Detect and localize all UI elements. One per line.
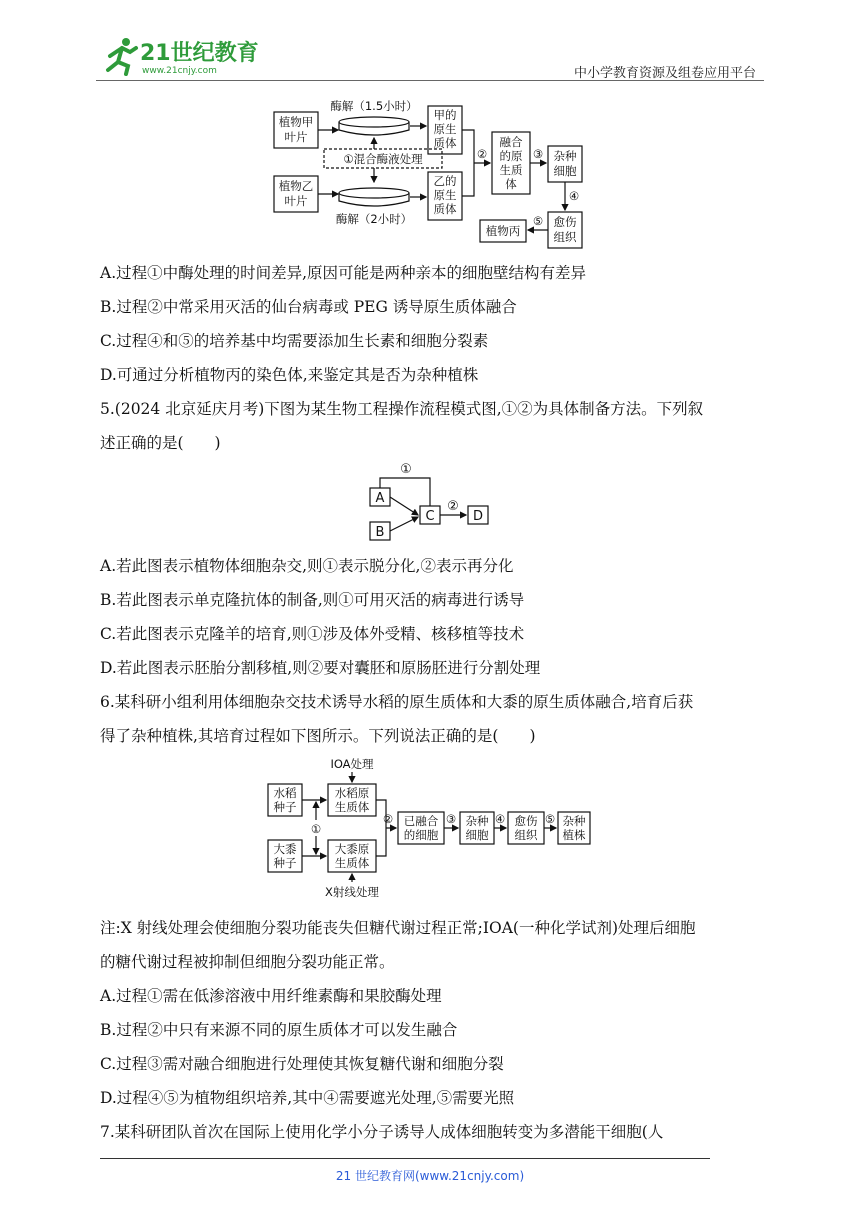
step-1: ①	[400, 462, 412, 477]
step-1: ①	[310, 822, 322, 836]
q6-option-c: C.过程③需对融合细胞进行处理使其恢复糖代谢和细胞分裂	[100, 1055, 504, 1073]
millet-proto-1: 大黍原	[334, 842, 370, 856]
fused-cell-2: 的细胞	[403, 828, 439, 842]
rice-proto-1: 水稻原	[334, 786, 370, 800]
footer-divider	[100, 1158, 710, 1159]
proto-a-3: 质体	[433, 136, 457, 150]
header-divider	[96, 80, 764, 81]
fused-2: 的原	[499, 149, 523, 163]
q5-option-d: D.若此图表示胚胎分割移植,则②要对囊胚和原肠胚进行分割处理	[100, 659, 541, 677]
rice-seed-2: 种子	[273, 800, 297, 814]
fused-1: 融合	[499, 135, 523, 149]
q6-option-b: B.过程②中只有来源不同的原生质体才可以发生融合	[100, 1021, 458, 1039]
millet-proto-2: 生质体	[334, 856, 370, 870]
plant-c-label: 植物丙	[485, 224, 521, 238]
callus-2: 组织	[514, 828, 538, 842]
proto-a-2: 原生	[433, 122, 457, 136]
hybrid-2: 细胞	[553, 164, 577, 178]
step-2: ②	[382, 812, 394, 826]
footer-link[interactable]: 21 世纪教育网(www.21cnjy.com)	[335, 1169, 525, 1183]
proto-b-3: 质体	[433, 202, 457, 216]
enzyme-top-label: 酶解（1.5小时）	[330, 99, 418, 113]
q6-note-2: 的糖代谢过程被抑制但细胞分裂功能正常。	[100, 953, 395, 971]
box-d: D	[472, 509, 484, 524]
q5-stem-1: 5.(2024 北京延庆月考)下图为某生物工程操作流程模式图,①②为具体制备方法。下列叙	[100, 400, 704, 418]
runner-icon	[108, 38, 136, 74]
step-4: ④	[494, 812, 506, 826]
hybrid-1: 杂种	[553, 149, 577, 163]
callus-1: 愈伤	[553, 215, 577, 229]
plant-a-label-2: 叶片	[284, 130, 308, 144]
hybrid-cell-2: 细胞	[465, 828, 489, 842]
box-c: C	[425, 509, 435, 524]
plant-b-label-1: 植物乙	[278, 179, 314, 193]
q5-option-a: A.若此图表示植物体细胞杂交,则①表示脱分化,②表示再分化	[100, 557, 514, 575]
proto-a-1: 甲的	[433, 108, 457, 122]
hybrid-plant-1: 杂种	[562, 814, 586, 828]
step-5: ⑤	[544, 812, 556, 826]
box-a: A	[375, 491, 385, 506]
callus-1: 愈伤	[514, 814, 538, 828]
q5-option-b: B.若此图表示单克隆抗体的制备,则①可用灭活的病毒进行诱导	[100, 591, 525, 609]
header-platform-name: 中小学教育资源及组卷应用平台	[573, 66, 756, 81]
q6-note-1: 注:X 射线处理会使细胞分裂功能丧失但糖代谢过程正常;IOA(一种化学试剂)处理后细胞	[100, 919, 696, 937]
rice-proto-2: 生质体	[334, 800, 370, 814]
step-2: ②	[447, 499, 459, 514]
rice-seed-1: 水稻	[273, 786, 297, 800]
mix-enzyme-label: ①混合酶液处理	[343, 152, 423, 166]
q5-option-c: C.若此图表示克隆羊的培育,则①涉及体外受精、核移植等技术	[100, 625, 525, 643]
xray-label: X射线处理	[325, 885, 379, 899]
enzyme-bottom-label: 酶解（2小时）	[335, 212, 413, 226]
q4-option-d: D.可通过分析植物丙的染色体,来鉴定其是否为杂种植株	[100, 366, 479, 384]
ioa-label: IOA处理	[330, 757, 374, 771]
millet-seed-1: 大黍	[273, 842, 297, 856]
q4-option-c: C.过程④和⑤的培养基中均需要添加生长素和细胞分裂素	[100, 332, 489, 350]
q5-stem-2: 述正确的是( )	[100, 434, 221, 452]
fused-4: 体	[505, 177, 517, 191]
logo-url: www.21cnjy.com	[142, 66, 217, 76]
diagram-protoplast-fusion-1	[268, 96, 588, 252]
step-5: ⑤	[532, 214, 544, 228]
step-3: ③	[532, 147, 544, 161]
fused-cell-1: 已融合	[403, 814, 439, 828]
q4-option-a: A.过程①中酶处理的时间差异,原因可能是两种亲本的细胞壁结构有差异	[100, 264, 587, 282]
hybrid-cell-1: 杂种	[465, 814, 489, 828]
proto-b-2: 原生	[433, 188, 457, 202]
hybrid-plant-2: 植株	[562, 828, 586, 842]
step-3: ③	[445, 812, 457, 826]
q6-stem-2: 得了杂种植株,其培育过程如下图所示。下列说法正确的是( )	[100, 727, 536, 745]
plant-a-label-1: 植物甲	[278, 115, 314, 129]
callus-2: 组织	[553, 230, 577, 244]
logo-text: 21世纪教育	[140, 41, 259, 66]
plant-b-label-2: 叶片	[284, 194, 308, 208]
box-b: B	[375, 525, 385, 540]
millet-seed-2: 种子	[273, 856, 297, 870]
fused-3: 生质	[499, 163, 523, 177]
q6-option-a: A.过程①需在低渗溶液中用纤维素酶和果胶酶处理	[100, 987, 442, 1005]
q6-option-d: D.过程④⑤为植物组织培养,其中④需要遮光处理,⑤需要光照	[100, 1089, 515, 1107]
site-logo	[96, 36, 266, 78]
q4-option-b: B.过程②中常采用灭活的仙台病毒或 PEG 诱导原生质体融合	[100, 298, 517, 316]
step-2: ②	[476, 147, 488, 161]
step-4: ④	[568, 189, 580, 203]
diagram-abcd	[364, 460, 494, 544]
q6-stem-1: 6.某科研小组利用体细胞杂交技术诱导水稻的原生质体和大黍的原生质体融合,培育后获	[100, 693, 694, 711]
proto-b-1: 乙的	[433, 174, 457, 188]
diagram-rice-millet-fusion	[264, 756, 594, 902]
q7-stem-1: 7.某科研团队首次在国际上使用化学小分子诱导人成体细胞转变为多潜能干细胞(人	[100, 1123, 664, 1141]
